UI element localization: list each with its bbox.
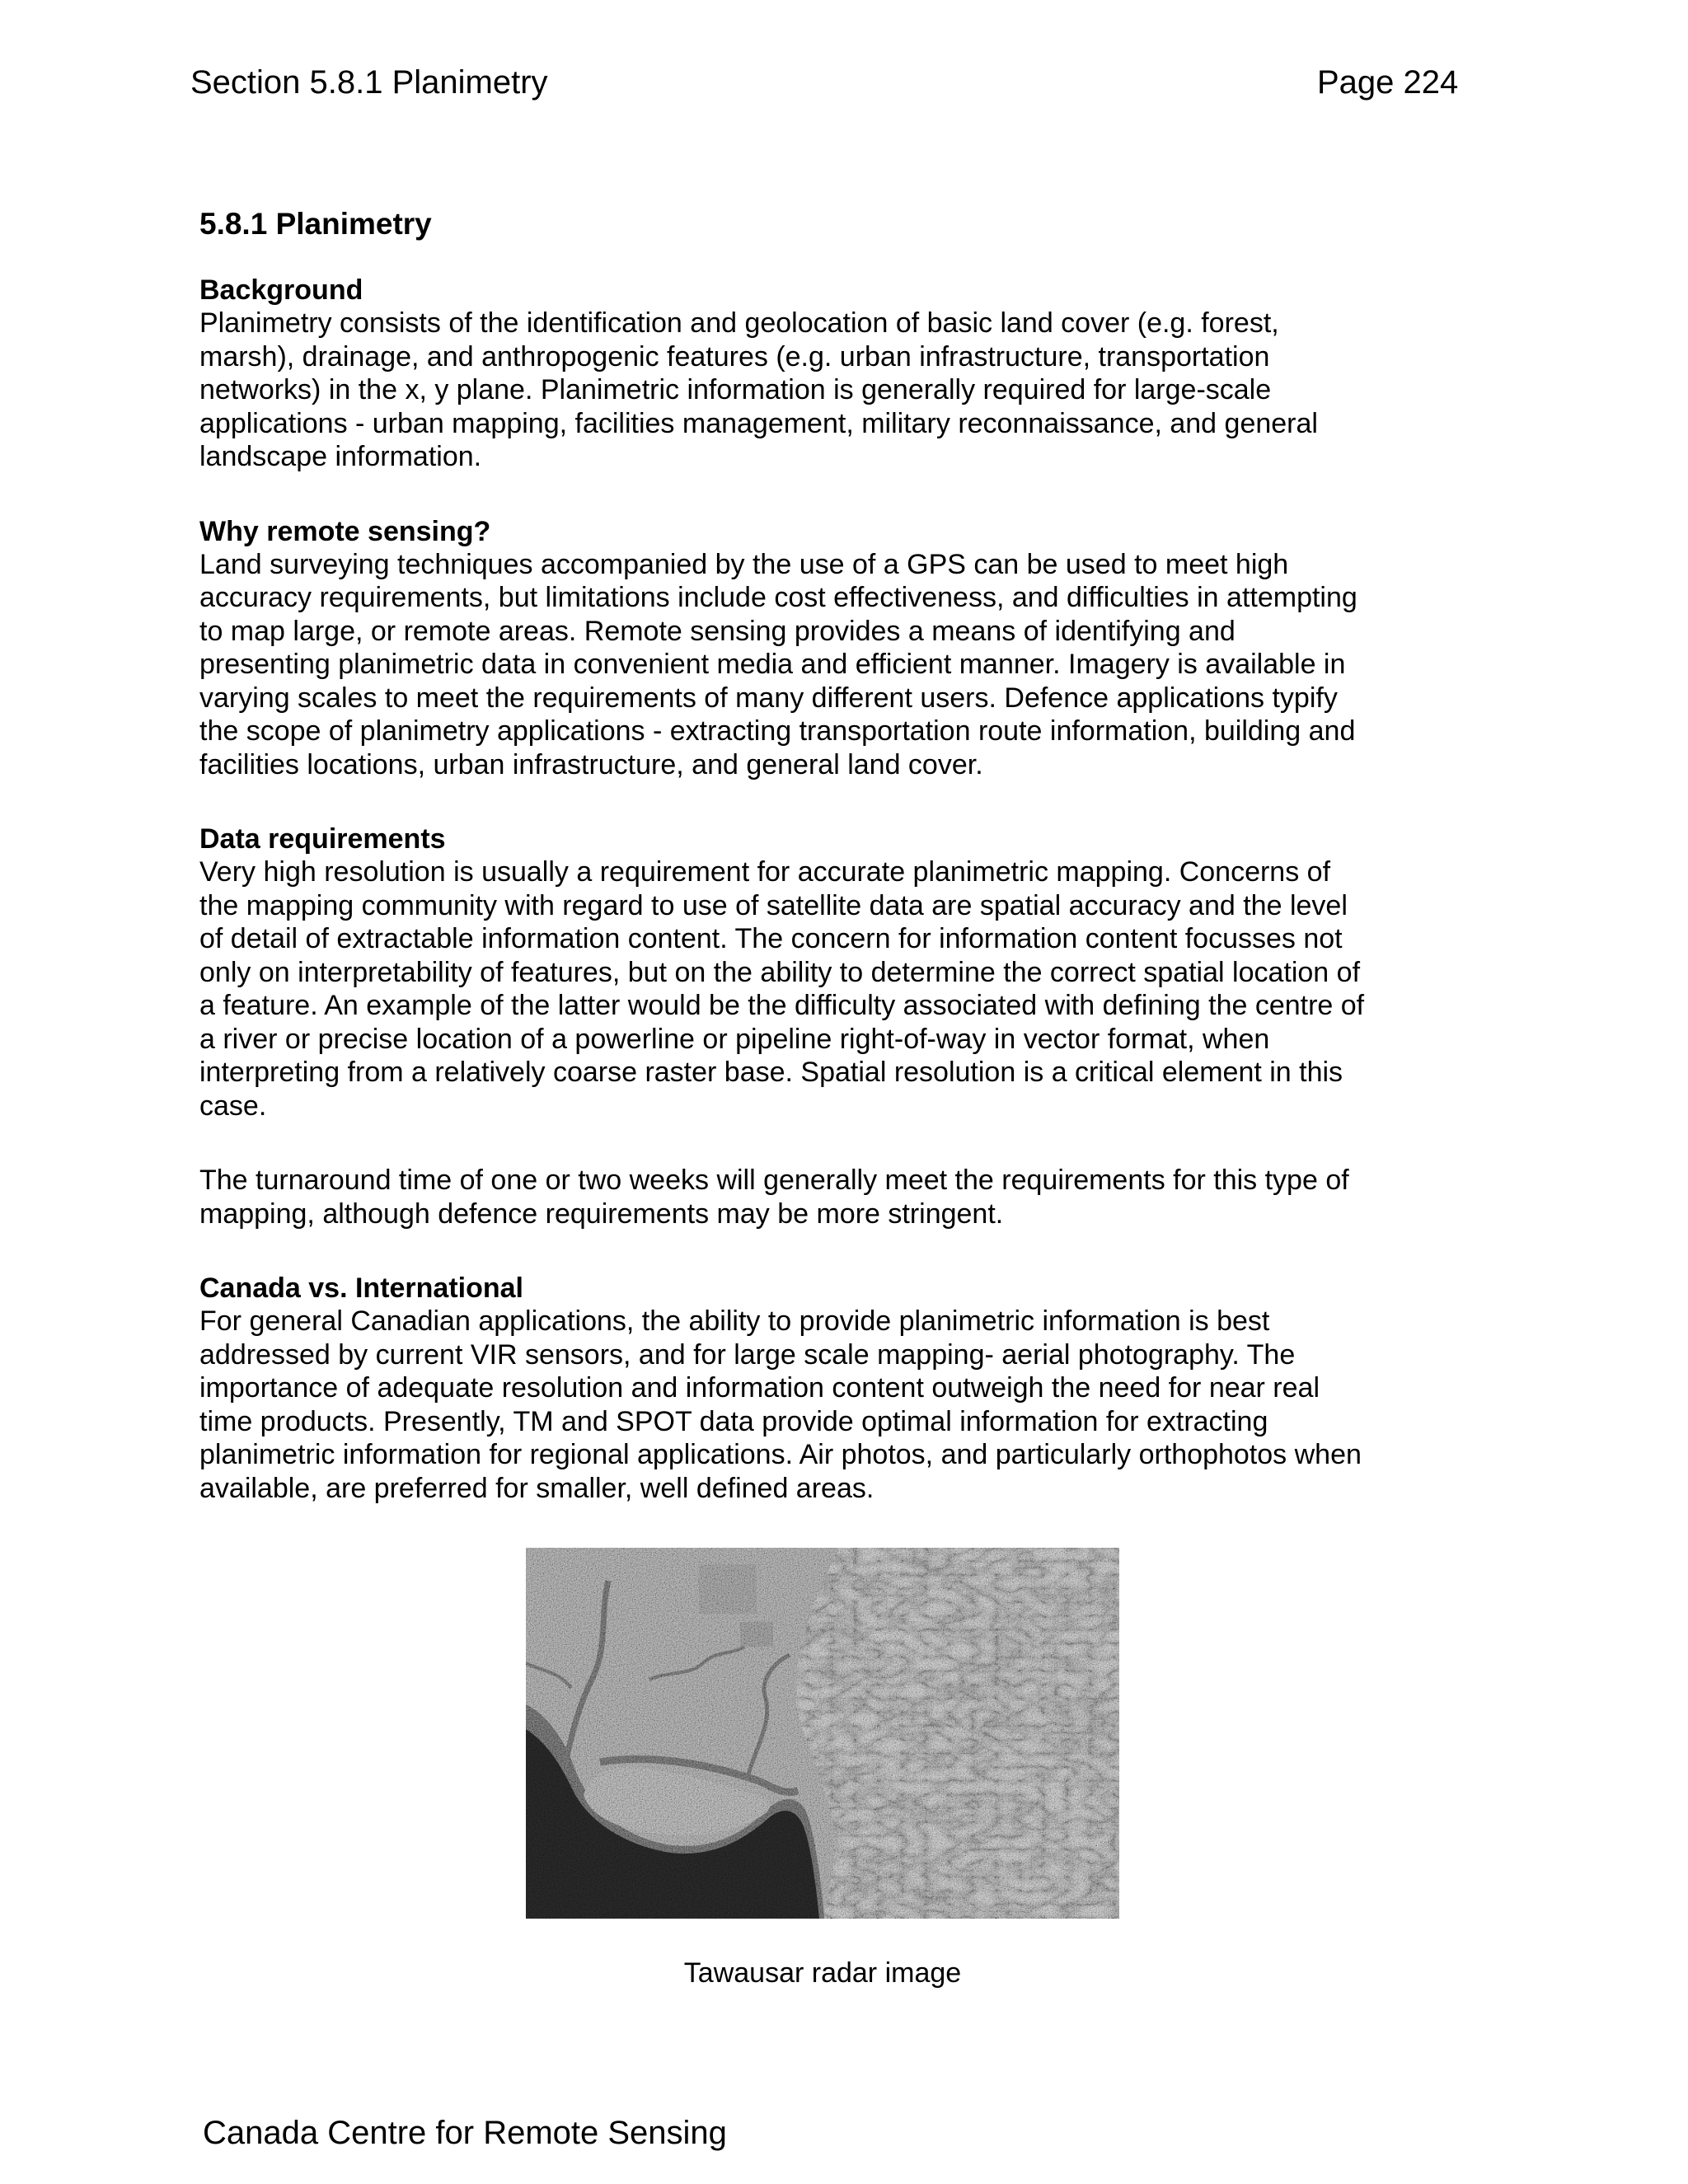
figure-caption: Tawausar radar image (683, 1957, 962, 1989)
header-page-number: Page 224 (1317, 64, 1459, 101)
text-line: varying scales to meet the requirements of many different users. Defence applications typify (199, 682, 1338, 714)
data-requirements-paragraph (199, 855, 1452, 1122)
text-line: interpreting from a relatively coarse raster base. Spatial resolution is a critical element in this (199, 1057, 1343, 1088)
text-line: to map large, or remote areas. Remote sensing provides a means of identifying and (199, 615, 1236, 647)
text-line: addressed by current VIR sensors, and for large scale mapping- aerial photography. The (199, 1338, 1296, 1371)
footer-organization: Canada Centre for Remote Sensing (203, 2115, 727, 2151)
text-line: Very high resolution is usually a requirement for accurate planimetric mapping. Concerns of (199, 856, 1331, 888)
turnaround-paragraph (199, 1164, 1452, 1230)
text-line: Land surveying techniques accompanied by the use of a GPS can be used to meet high (199, 548, 1289, 580)
background-paragraph (199, 307, 1452, 474)
why-remote-sensing-paragraph (199, 548, 1452, 782)
text-line: available, are preferred for smaller, well defined areas. (199, 1472, 874, 1504)
text-line: time products. Presently, TM and SPOT data provide optimal information for extracting (199, 1405, 1268, 1437)
radar-image-figure (526, 1548, 1119, 1919)
canada-international-paragraph (199, 1305, 1452, 1505)
text-line: mapping, although defence requirements may be more stringent. (199, 1197, 1004, 1230)
text-line: The turnaround time of one or two weeks will generally meet the requirements for this type of (199, 1165, 1349, 1196)
text-line: planimetric information for regional applications. Air photos, and particularly orthophotos when (199, 1439, 1362, 1470)
text-line: marsh), drainage, and anthropogenic features (e.g. urban infrastructure, transportation (199, 340, 1270, 373)
text-line: Planimetry consists of the identification and geolocation of basic land cover (e.g. forest, (199, 307, 1279, 339)
text-line: the scope of planimetry applications - extracting transportation route information, building and (199, 715, 1356, 747)
radar-image (526, 1548, 1119, 1919)
text-line: accuracy requirements, but limitations include cost effectiveness, and difficulties in attempting (199, 582, 1357, 613)
text-line: presenting planimetric data in convenient media and efficient manner. Imagery is available in (199, 649, 1346, 680)
background-heading: Background (199, 274, 363, 306)
text-line: landscape information. (199, 441, 482, 472)
text-line: For general Canadian applications, the ability to provide planimetric information is best (199, 1305, 1270, 1337)
text-line: case. (199, 1090, 267, 1122)
text-line: only on interpretability of features, but on the ability to determine the correct spatial location of (199, 956, 1361, 988)
page-content (199, 203, 1452, 1505)
text-line: the mapping community with regard to use of satellite data are spatial accuracy and the level (199, 889, 1348, 921)
text-line: networks) in the x, y plane. Planimetric information is generally required for large-scale (199, 374, 1272, 405)
text-line: facilities locations, urban infrastructure, and general land cover. (199, 748, 983, 780)
text-line: of detail of extractable information content. The concern for information content focusses not (199, 923, 1343, 954)
text-line: importance of adequate resolution and information content outweigh the need for near real (199, 1372, 1320, 1404)
data-requirements-heading: Data requirements (199, 823, 446, 855)
header-section: Section 5.8.1 Planimetry (190, 64, 548, 101)
text-line: a feature. An example of the latter would be the difficulty associated with defining the centre of (199, 990, 1365, 1021)
text-line: a river or precise location of a powerline or pipeline right-of-way in vector format, when (199, 1023, 1270, 1055)
canada-international-heading: Canada vs. International (199, 1272, 523, 1304)
section-title: 5.8.1 Planimetry (199, 207, 432, 241)
why-remote-sensing-heading: Why remote sensing? (199, 515, 491, 547)
text-line: applications - urban mapping, facilities management, military reconnaissance, and general (199, 407, 1318, 439)
